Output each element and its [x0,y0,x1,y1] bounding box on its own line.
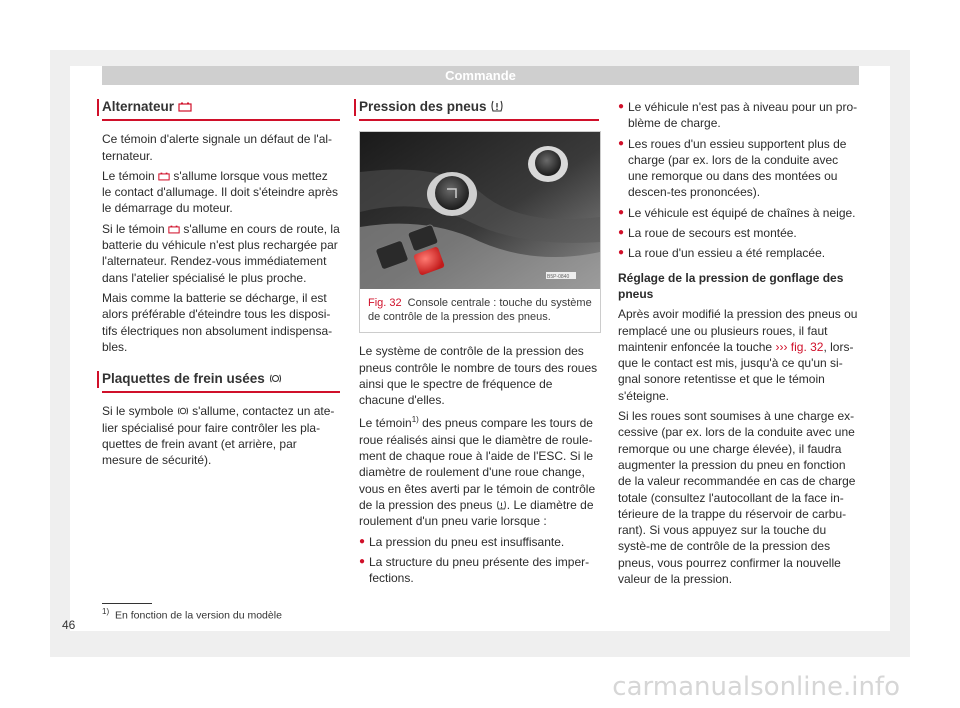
tire-pressure-icon [496,500,507,510]
figure-code: B5P-0840 [547,274,570,281]
footnote-text: En fonction de la version du modèle [114,609,282,622]
middle-column [359,99,599,590]
page-number: 46 [62,618,76,632]
center-console-photo [360,132,600,289]
setting-p1-end: , lors-que le contact est mis, jusqu'à ce qu'un si-gnal sonore retentisse et que le témoin s'éteigne. [618,339,854,403]
left-column [102,99,340,473]
pressure-setting-paragraph-2: Si les roues sont soumises à une charge ex-cessive (par ex. lors de la conduite avec une remorque ou une charge élevée), il faudra augmenter la pression du pneu en fonction de la valeur recommandée en cas de charge totale (consultez l'autocollant de la face in-térieure de la trappe du réservoir de carbu-rant). Si vous appuyez sur la touche du systè-me de contrôle de la pression des pneus, vous pourrez confirmer la nouvelle valeur de la pression. [618,409,856,587]
brake-p1-start: Si le symbole [102,404,174,419]
battery-warning-icon [168,225,180,234]
alt-p2-start: Le témoin [102,168,155,183]
figure-caption-text: Console centrale : touche du système de contrôle de la pression des pneus. [368,297,592,324]
brake-pad-icon [177,406,189,416]
figure-number: Fig. 32 [368,297,402,310]
tire-paragraph-2 [359,412,599,529]
alternator-paragraph-3 [102,221,340,286]
pressure-setting-paragraph-1 [618,306,858,404]
list-item: ● La structure du pneu présente des imper-fections. [359,554,599,587]
tire-body [359,343,599,586]
alternator-heading [102,99,340,121]
tire-p2-mid: des pneus compare les tours de roue réalisés ainsi que le diamètre de roule-ment de chaque roue à l'aide de l'ESC. Si le diamètre de roulement d'une roue change, vous en êtes averti par le témoin de contrôle de la pression des pneus [359,416,596,512]
alternator-paragraph-1: Ce témoin d'alerte signale un défaut de l'al-ternateur. [102,132,333,163]
tire-heading-text: Pression des pneus [359,99,487,114]
setting-p1-start: Après avoir modifié la pression des pneus ou remplacé une ou plusieurs roues, il faut maintenir enfoncée la touche [618,307,858,354]
footnote-ref: 1) [411,415,419,425]
battery-warning-icon [158,172,170,181]
alternator-paragraph-2 [102,168,340,217]
console-figure [359,131,601,333]
list-item: ● La roue d'un essieu a été remplacée. [618,245,858,261]
list-item: ● Le véhicule est équipé de chaînes à neige. [618,205,858,221]
list-item: ● La roue de secours est montée. [618,225,858,241]
alternator-heading-text: Alternateur [102,99,175,114]
tire-pressure-heading [359,99,599,121]
footnote-divider [102,603,152,604]
brake-pads-heading [102,371,340,393]
tire-paragraph-1: Le système de contrôle de la pression des pneus contrôle le nombre de tours des roues ainsi que le spectre de fréquence de chacune d'elles. [359,344,598,408]
list-item: ● Le véhicule n'est pas à niveau pour un pro-blème de charge. [618,99,858,132]
brake-heading-text: Plaquettes de frein usées [102,371,265,387]
tire-p2-start: Le témoin [359,416,412,431]
brake-pad-icon [269,373,282,384]
list-item: ● Les roues d'un essieu supportent plus de charge (par ex. lors de la conduite avec une remorque ou dans des montées ou descen-tes prononcées). [618,136,858,201]
brake-paragraph [102,403,340,468]
right-column [618,99,858,591]
section-header: Commande [102,66,859,85]
watermark: carmanualsonline.info [612,672,900,702]
figure-link[interactable]: ››› fig. 32 [775,339,824,354]
list-item: ● La pression du pneu est insuffisante. [359,534,599,550]
tire-pressure-icon [490,100,504,112]
alt-p2-end: s'allume lorsque vous mettez le contact d'allumage. Il doit s'éteindre après le démarrage du moteur. [102,168,339,216]
battery-warning-icon [178,102,192,112]
footnote [102,607,282,622]
tire-p2-end: . Le diamètre de roulement d'un pneu varie lorsque : [359,497,594,529]
pressure-setting-subheading: Réglage de la pression de gonflage des pneus [618,270,844,301]
alt-p3-end: s'allume en cours de route, la batterie du véhicule n'est plus rechargée par l'alternateur. Rendez-vous immédiatement dans l'atelier spécialisé le plus proche. [102,221,340,285]
brake-p1-end: s'allume, contactez un ate-lier spécialisé pour faire contrôler les pla-quettes de frein avant (et arrière, par mesure de sécurité). [102,404,335,468]
figure-caption [360,289,600,332]
alternator-paragraph-4: Mais comme la batterie se décharge, il est alors préférable d'éteindre tous les disposi-tifs électriques non absolument indispensa-bles. [102,290,333,354]
alt-p3-start: Si le témoin [102,221,165,236]
footnote-marker: 1) [102,607,110,616]
